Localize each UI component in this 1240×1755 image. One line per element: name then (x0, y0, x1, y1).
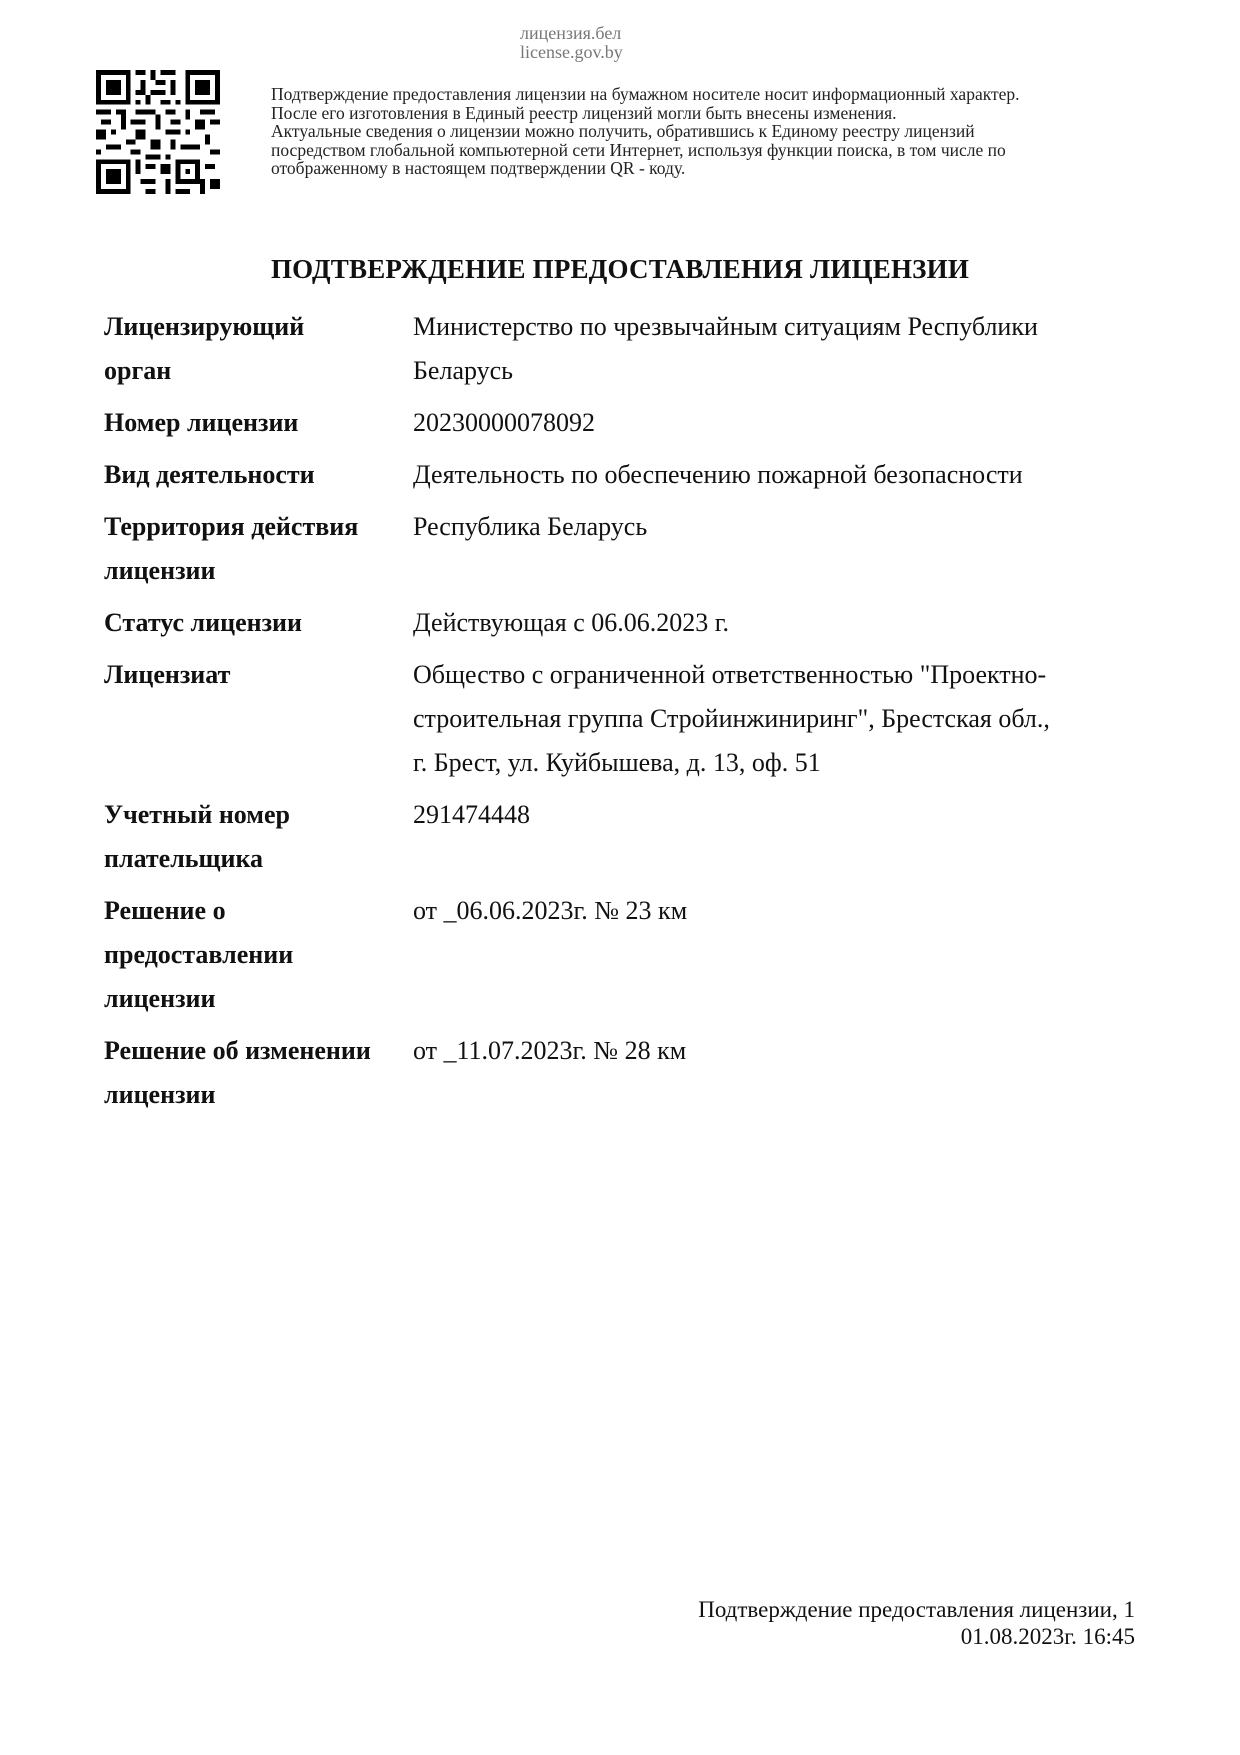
field-value (413, 793, 1144, 881)
label-line: Территория действия (104, 512, 359, 541)
field-taxpayer-number (104, 793, 1144, 881)
field-license-number (104, 401, 1144, 445)
field-licensing-authority (104, 305, 1144, 393)
label-line: Вид деятельности (104, 460, 315, 489)
field-value (413, 601, 1144, 645)
field-value (413, 453, 1144, 497)
notice-line: После его изготовления в Единый реестр лицензий могли быть внесены изменения. (271, 102, 897, 123)
value-line: г. Брест, ул. Куйбышева, д. 13, оф. 51 (413, 748, 821, 777)
field-value (413, 889, 1144, 1021)
footer-page-label: Подтверждение предоставления лицензии, 1 (698, 1597, 1135, 1622)
field-label (104, 505, 413, 593)
value-line: Республика Беларусь (413, 512, 648, 541)
label-line: Решение о (104, 896, 226, 925)
site-address (520, 24, 623, 62)
label-line: Статус лицензии (104, 608, 302, 637)
footer-timestamp: 01.08.2023г. 16:45 (960, 1624, 1135, 1649)
value-line: от _06.06.2023г. № 23 км (413, 896, 688, 925)
label-line: Решение об изменении (104, 1036, 371, 1065)
field-value (413, 505, 1144, 593)
information-notice (271, 85, 1171, 178)
field-label (104, 889, 413, 1021)
value-line: Действующая с 06.06.2023 г. (413, 608, 730, 637)
value-line: Деятельность по обеспечению пожарной безопасности (413, 460, 1023, 489)
value-line: Общество с ограниченной ответственностью "Проектно- (413, 660, 1047, 689)
site-address-cyrillic: лицензия.бел (520, 23, 622, 43)
field-value (413, 401, 1144, 445)
notice-line: посредством глобальной компьютерной сети Интернет, используя функции поиска, в том числе по (271, 139, 1006, 160)
field-label (104, 1029, 413, 1117)
field-label (104, 601, 413, 645)
value-line: 20230000078092 (413, 408, 595, 437)
value-line: от _11.07.2023г. № 28 км (413, 1036, 687, 1065)
site-address-latin: license.gov.by (520, 42, 623, 62)
label-line: Учетный номер (104, 800, 291, 829)
field-label (104, 305, 413, 393)
value-line: 291474448 (413, 800, 530, 829)
notice-line: Актуальные сведения о лицензии можно получить, обратившись к Единому реестру лицензий (271, 121, 975, 141)
field-grant-decision (104, 889, 1144, 1021)
label-line: лицензии (104, 556, 216, 585)
value-line: строительная группа Стройинжиниринг", Брестская обл., (413, 704, 1050, 733)
label-line: Номер лицензии (104, 408, 299, 437)
value-line: Беларусь (413, 356, 514, 385)
qr-code-icon (96, 70, 220, 194)
value-line: Министерство по чрезвычайным ситуациям Республики (413, 312, 1038, 341)
document-title: ПОДТВЕРЖДЕНИЕ ПРЕДОСТАВЛЕНИЯ ЛИЦЕНЗИИ (270, 254, 970, 284)
field-value (413, 653, 1144, 785)
field-label (104, 793, 413, 881)
label-line: Лицензирующий (104, 312, 305, 341)
label-line: предоставлении (104, 940, 294, 969)
notice-line: Подтверждение предоставления лицензии на бумажном носителе носит информационный характер. (271, 84, 1020, 104)
label-line: Лицензиат (104, 660, 231, 689)
notice-line: отображенному в настоящем подтверждении QR - коду. (271, 158, 686, 178)
label-line: лицензии (104, 984, 216, 1013)
label-line: плательщика (104, 844, 264, 873)
label-line: орган (104, 356, 172, 385)
field-label (104, 653, 413, 785)
license-fields (104, 305, 1144, 1125)
field-label (104, 453, 413, 497)
field-territory (104, 505, 1144, 593)
field-license-status (104, 601, 1144, 645)
field-label (104, 401, 413, 445)
page-footer (698, 1596, 1135, 1650)
label-line: лицензии (104, 1080, 216, 1109)
field-change-decision (104, 1029, 1144, 1117)
field-value (413, 1029, 1144, 1117)
field-value (413, 305, 1144, 393)
field-activity-type (104, 453, 1144, 497)
field-licensee (104, 653, 1144, 785)
